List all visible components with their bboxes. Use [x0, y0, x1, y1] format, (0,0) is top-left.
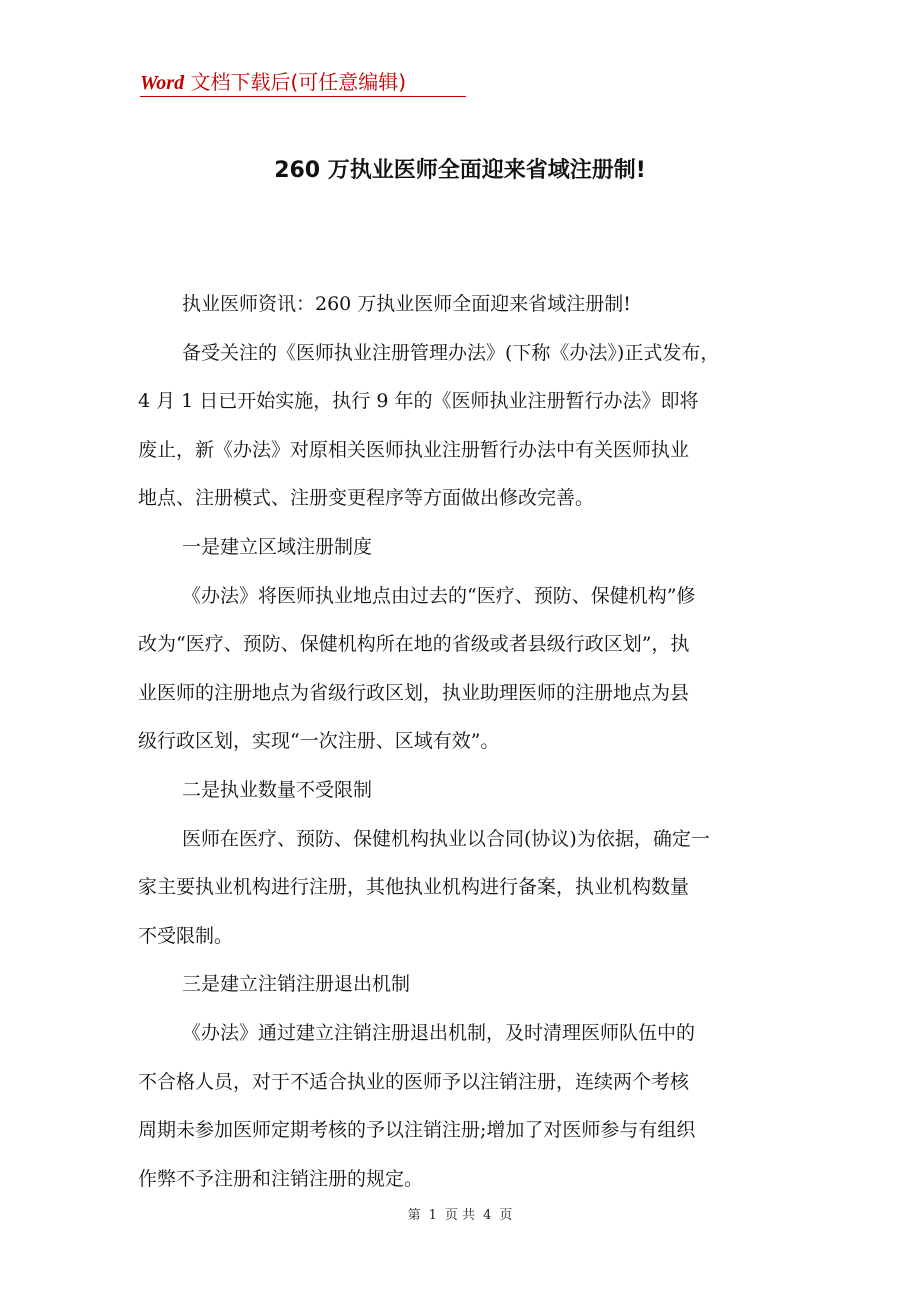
footer-page-number: 1 [428, 1208, 437, 1223]
paragraph-line: 家主要执业机构进行注册，其他执业机构进行备案，执业机构数量 [138, 876, 690, 899]
header-rest: 文档下载后(可任意编辑) [184, 70, 407, 94]
paragraph-line: 地点、注册模式、注册变更程序等方面做出修改完善。 [138, 487, 595, 510]
paragraph-line: 不受限制。 [138, 924, 234, 947]
paragraph-line: 作弊不予注册和注销注册的规定。 [138, 1167, 424, 1190]
header-underline [140, 96, 466, 97]
document-body [138, 280, 788, 1203]
download-header-link[interactable] [140, 68, 406, 97]
section-heading: 二是执业数量不受限制 [182, 778, 373, 801]
footer-total-pages: 4 [483, 1208, 492, 1223]
page-footer [0, 1206, 920, 1226]
footer-prefix: 第 [407, 1208, 421, 1223]
paragraph-line: 医师在医疗、预防、保健机构执业以合同(协议)为依据，确定一 [182, 827, 710, 850]
paragraph-line: 执业医师资讯：260 万执业医师全面迎来省域注册制! [182, 293, 631, 315]
paragraph-line: 《办法》通过建立注销注册退出机制，及时清理医师队伍中的 [182, 1021, 696, 1044]
paragraph-line: 4 月 1 日已开始实施，执行 9 年的《医师执业注册暂行办法》即将 [138, 390, 699, 413]
footer-suffix: 页 [499, 1208, 513, 1223]
header-word: Word [140, 72, 185, 94]
paragraph-line: 周期未参加医师定期考核的予以注销注册;增加了对医师参与有组织 [138, 1119, 696, 1142]
paragraph-line: 改为“医疗、预防、保健机构所在地的省级或者县级行政区划”，执 [138, 633, 690, 656]
section-heading: 一是建立区域注册制度 [182, 535, 373, 558]
paragraph-line: 备受关注的《医师执业注册管理办法》(下称《办法》)正式发布， [182, 341, 720, 364]
paragraph-line: 《办法》将医师执业地点由过去的“医疗、预防、保健机构”修 [182, 584, 696, 607]
paragraph-line: 不合格人员，对于不适合执业的医师予以注销注册，连续两个考核 [138, 1070, 690, 1093]
document-title: 260 万执业医师全面迎来省域注册制! [274, 158, 646, 183]
footer-middle: 页 共 [444, 1208, 476, 1223]
paragraph-line: 级行政区划，实现“一次注册、区域有效”。 [138, 730, 500, 753]
paragraph-line: 业医师的注册地点为省级行政区划，执业助理医师的注册地点为县 [138, 681, 690, 704]
paragraph-line: 废止，新《办法》对原相关医师执业注册暂行办法中有关医师执业 [138, 438, 690, 461]
section-heading: 三是建立注销注册退出机制 [182, 973, 411, 996]
